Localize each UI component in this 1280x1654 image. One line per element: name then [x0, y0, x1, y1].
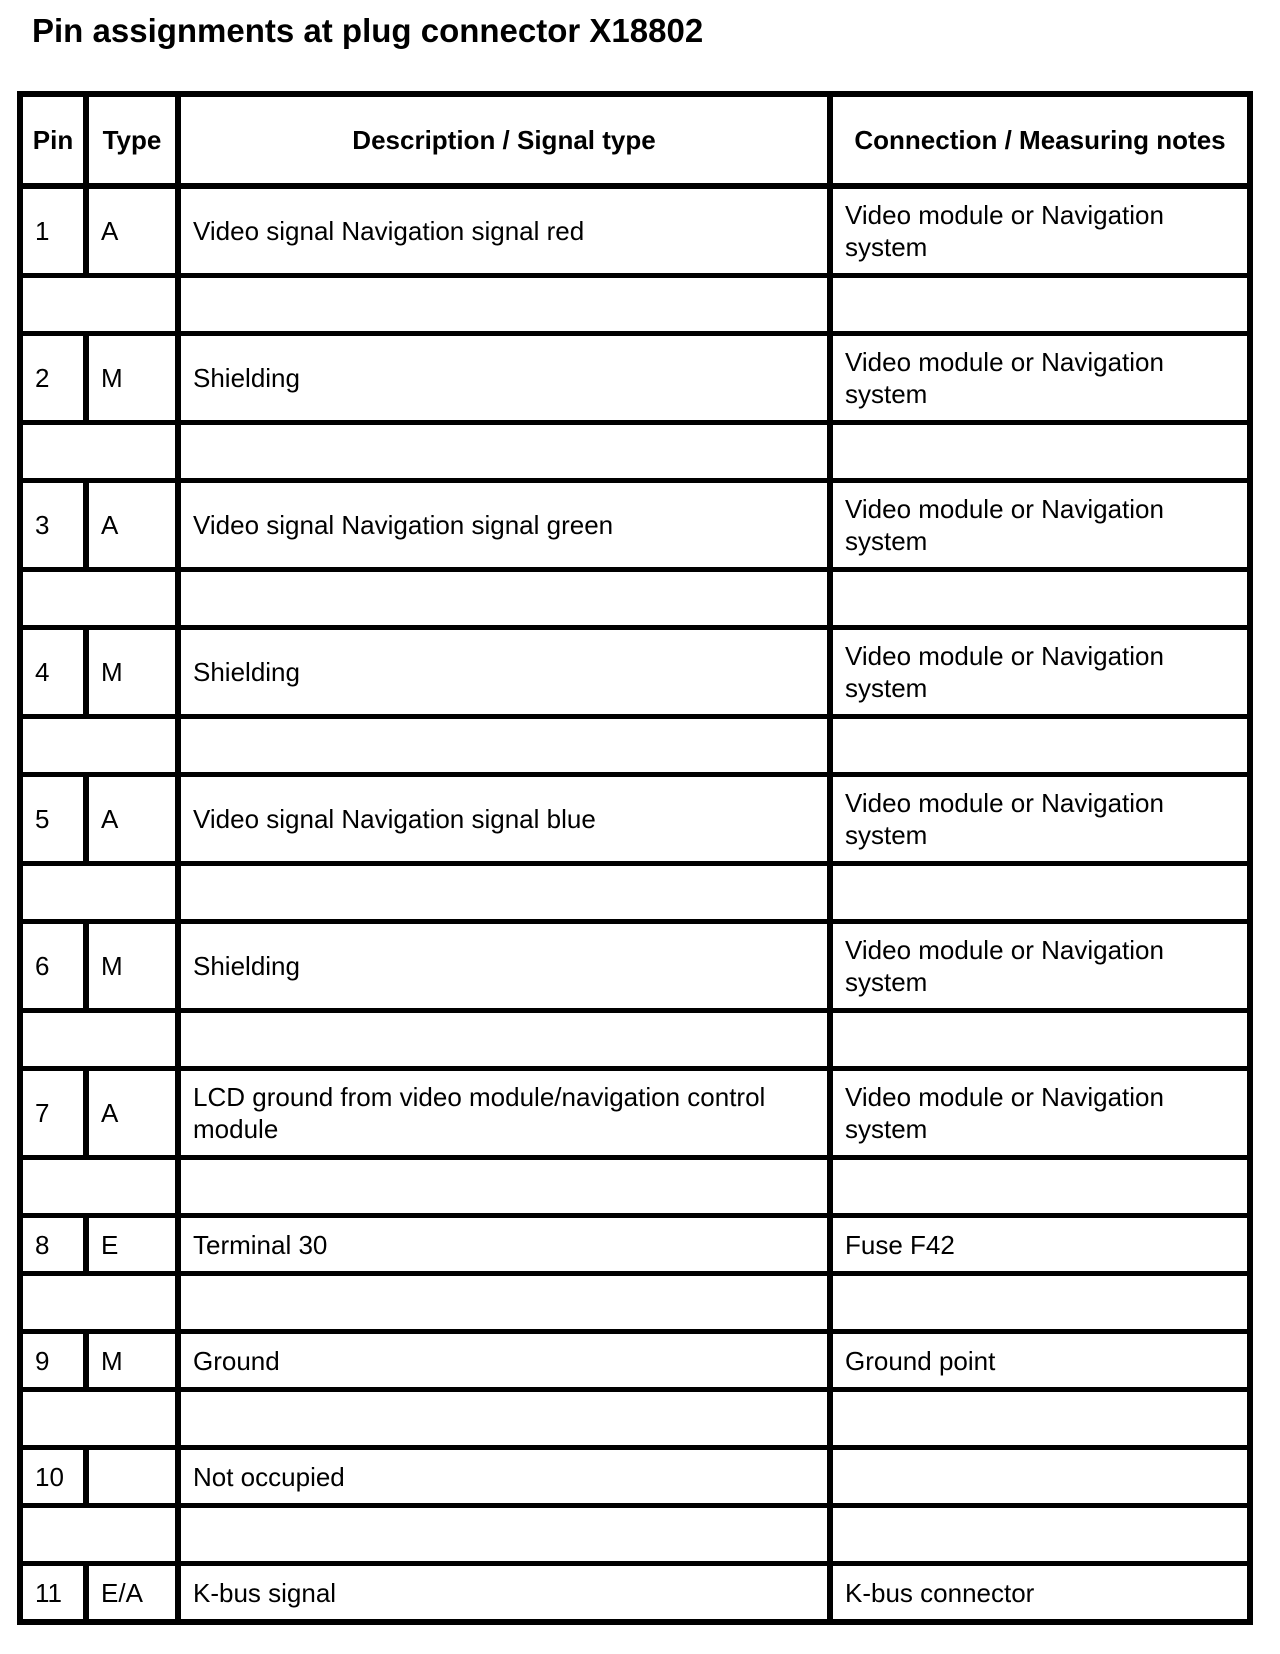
cell-pin: 6	[20, 922, 86, 1011]
spacer-cell	[830, 1274, 1250, 1332]
spacer-row	[20, 423, 1250, 481]
cell-connection: Video module or Navigation system	[830, 1069, 1250, 1158]
spacer-cell	[178, 423, 830, 481]
spacer-cell	[830, 864, 1250, 922]
spacer-cell	[178, 717, 830, 775]
cell-connection: Ground point	[830, 1332, 1250, 1390]
spacer-cell	[20, 276, 178, 334]
header-connection: Connection / Measuring notes	[830, 94, 1250, 186]
cell-connection: Video module or Navigation system	[830, 334, 1250, 423]
spacer-cell	[178, 570, 830, 628]
spacer-cell	[178, 276, 830, 334]
cell-type: M	[86, 628, 178, 717]
table-row	[20, 1069, 1250, 1158]
spacer-row	[20, 1274, 1250, 1332]
table-row	[20, 628, 1250, 717]
cell-type: M	[86, 1332, 178, 1390]
spacer-cell	[178, 1158, 830, 1216]
spacer-cell	[178, 1506, 830, 1564]
header-pin: Pin	[20, 94, 86, 186]
spacer-cell	[178, 864, 830, 922]
spacer-cell	[830, 423, 1250, 481]
spacer-row	[20, 1506, 1250, 1564]
cell-type: A	[86, 775, 178, 864]
cell-description: Shielding	[178, 334, 830, 423]
cell-pin: 1	[20, 186, 86, 276]
spacer-cell	[178, 1274, 830, 1332]
cell-connection: K-bus connector	[845, 1577, 1035, 1608]
cell-description: Video signal Navigation signal red	[178, 186, 830, 276]
cell-description: Ground	[178, 1332, 830, 1390]
cell-description: LCD ground from video module/navigation control module	[178, 1069, 830, 1158]
cell-type: E	[86, 1216, 178, 1274]
spacer-cell	[178, 1011, 830, 1069]
spacer-cell	[20, 423, 178, 481]
cell-description: Video signal Navigation signal green	[178, 481, 830, 570]
pin-assignment-table	[17, 91, 1253, 1625]
spacer-cell	[20, 1158, 178, 1216]
table-row	[20, 1564, 1250, 1623]
table-row	[20, 1216, 1250, 1274]
cell-connection: Video module or Navigation system	[830, 775, 1250, 864]
spacer-cell	[20, 1274, 178, 1332]
cell-pin: 5	[20, 775, 86, 864]
table-row	[20, 922, 1250, 1011]
table-header-row	[20, 94, 1250, 186]
cell-pin: 8	[20, 1216, 86, 1274]
table-row	[20, 186, 1250, 276]
table-row	[20, 334, 1250, 423]
table-row	[20, 1448, 1250, 1506]
spacer-row	[20, 1158, 1250, 1216]
cell-description: K-bus signal	[178, 1564, 830, 1623]
cell-description: Shielding	[178, 922, 830, 1011]
spacer-cell	[830, 1158, 1250, 1216]
cell-description: Shielding	[178, 628, 830, 717]
cell-description: Not occupied	[178, 1448, 830, 1506]
spacer-cell	[830, 570, 1250, 628]
spacer-row	[20, 864, 1250, 922]
cell-connection: Video module or Navigation system	[830, 922, 1250, 1011]
cell-pin: 9	[20, 1332, 86, 1390]
cell-type: A	[86, 186, 178, 276]
spacer-cell	[830, 276, 1250, 334]
table-row	[20, 775, 1250, 864]
cell-description: Video signal Navigation signal blue	[178, 775, 830, 864]
spacer-cell	[830, 717, 1250, 775]
cell-pin: 10	[20, 1448, 86, 1506]
header-description: Description / Signal type	[178, 94, 830, 186]
cell-type	[86, 1448, 178, 1506]
spacer-cell	[20, 864, 178, 922]
cell-connection: Video module or Navigation system	[830, 186, 1250, 276]
cell-pin: 4	[20, 628, 86, 717]
cell-pin: 3	[20, 481, 86, 570]
spacer-row	[20, 717, 1250, 775]
cell-connection	[830, 1448, 1250, 1506]
header-type: Type	[86, 94, 178, 186]
cell-type: E/A	[86, 1564, 178, 1623]
cell-connection: Video module or Navigation system	[830, 481, 1250, 570]
spacer-cell	[830, 1506, 1250, 1564]
spacer-cell	[178, 1390, 830, 1448]
cell-pin: 7	[20, 1069, 86, 1158]
spacer-cell	[830, 1390, 1250, 1448]
spacer-cell	[20, 1390, 178, 1448]
spacer-cell	[20, 1506, 178, 1564]
spacer-row	[20, 570, 1250, 628]
cell-pin: 11	[20, 1564, 86, 1623]
spacer-row	[20, 276, 1250, 334]
cell-connection: Fuse F42	[830, 1216, 1250, 1274]
spacer-cell	[830, 1011, 1250, 1069]
cell-type: A	[86, 481, 178, 570]
cell-type: M	[86, 334, 178, 423]
spacer-cell	[20, 717, 178, 775]
table-row	[20, 1332, 1250, 1390]
spacer-row	[20, 1390, 1250, 1448]
page-title: Pin assignments at plug connector X18802	[32, 12, 704, 49]
spacer-cell	[20, 570, 178, 628]
cell-description: Terminal 30	[178, 1216, 830, 1274]
spacer-row	[20, 1011, 1250, 1069]
cell-connection: Video module or Navigation system	[830, 628, 1250, 717]
cell-type: M	[86, 922, 178, 1011]
spacer-cell	[20, 1011, 178, 1069]
cell-type: A	[86, 1069, 178, 1158]
cell-pin: 2	[20, 334, 86, 423]
table-row	[20, 481, 1250, 570]
